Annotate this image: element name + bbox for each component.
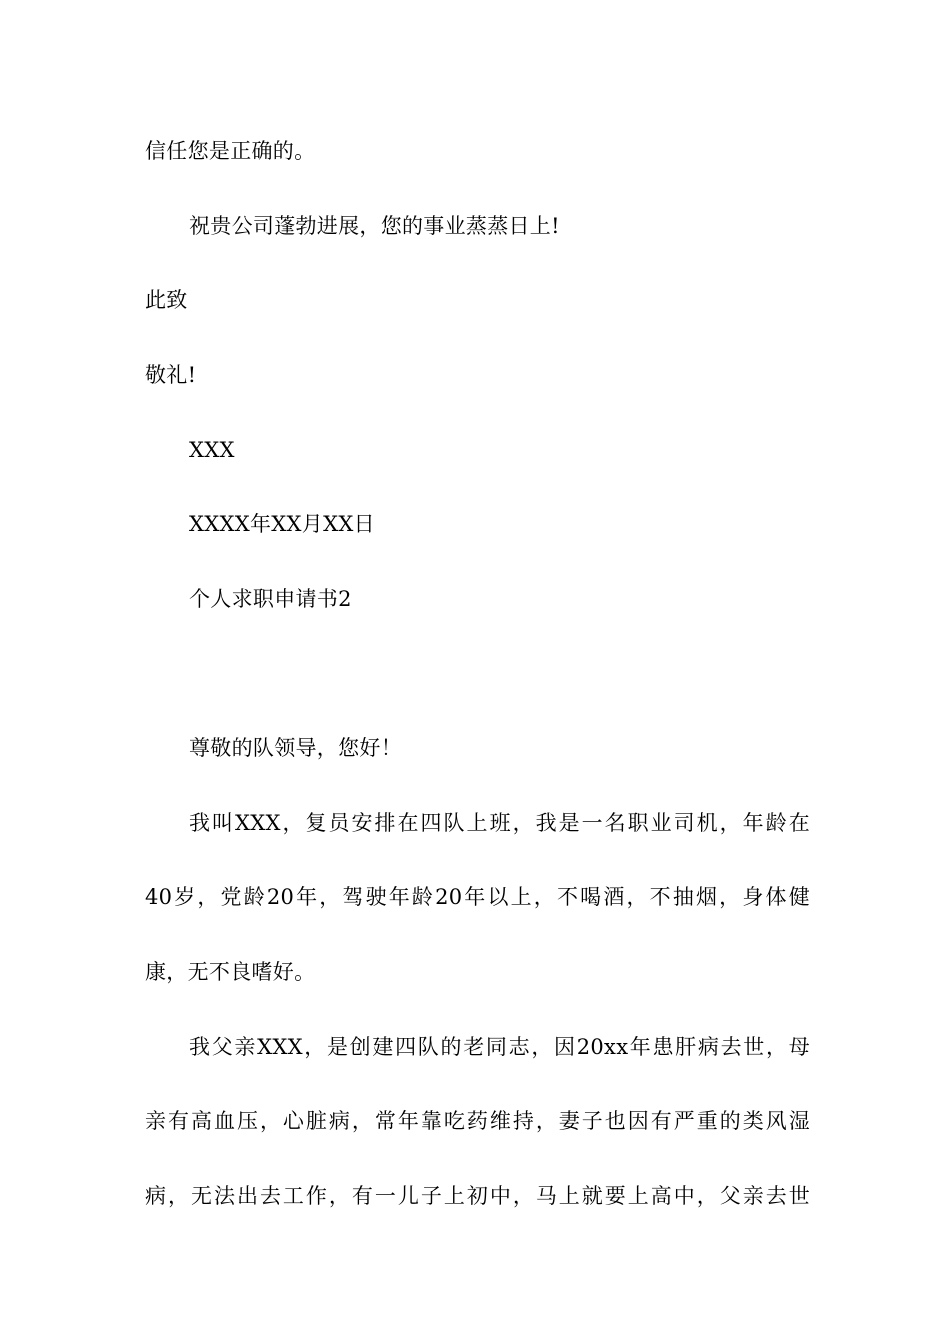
paragraph-1-line-3: 康，无不良嗜好。 (145, 960, 316, 984)
paragraph-2-line-3: 病，无法出去工作，有一儿子上初中，马上就要上高中，父亲去世 (145, 1184, 810, 1208)
paragraph-1-line-2: 40岁，党龄20年，驾驶年龄20年以上，不喝酒，不抽烟，身体健 (145, 885, 810, 909)
text-line-wishes: 祝贵公司蓬勃进展，您的事业蒸蒸日上! (189, 214, 560, 238)
signature-date: XXXX年XX月XX日 (189, 512, 375, 536)
signature-name: XXX (189, 438, 235, 462)
text-line-salute: 敬礼! (145, 363, 197, 387)
text-line-trust: 信任您是正确的。 (145, 139, 316, 163)
section-title: 个人求职申请书2 (189, 587, 352, 611)
paragraph-2-line-2: 亲有高血压，心脏病，常年靠吃药维持，妻子也因有严重的类风湿 (145, 1109, 810, 1133)
paragraph-1-line-1: 我叫XXX，复员安排在四队上班，我是一名职业司机，年龄在 (189, 811, 810, 835)
text-line-closing: 此致 (145, 288, 188, 312)
paragraph-2-line-1: 我父亲XXX，是创建四队的老同志，因20xx年患肝病去世，母 (189, 1035, 810, 1059)
letter-greeting: 尊敬的队领导，您好！ (189, 736, 402, 760)
